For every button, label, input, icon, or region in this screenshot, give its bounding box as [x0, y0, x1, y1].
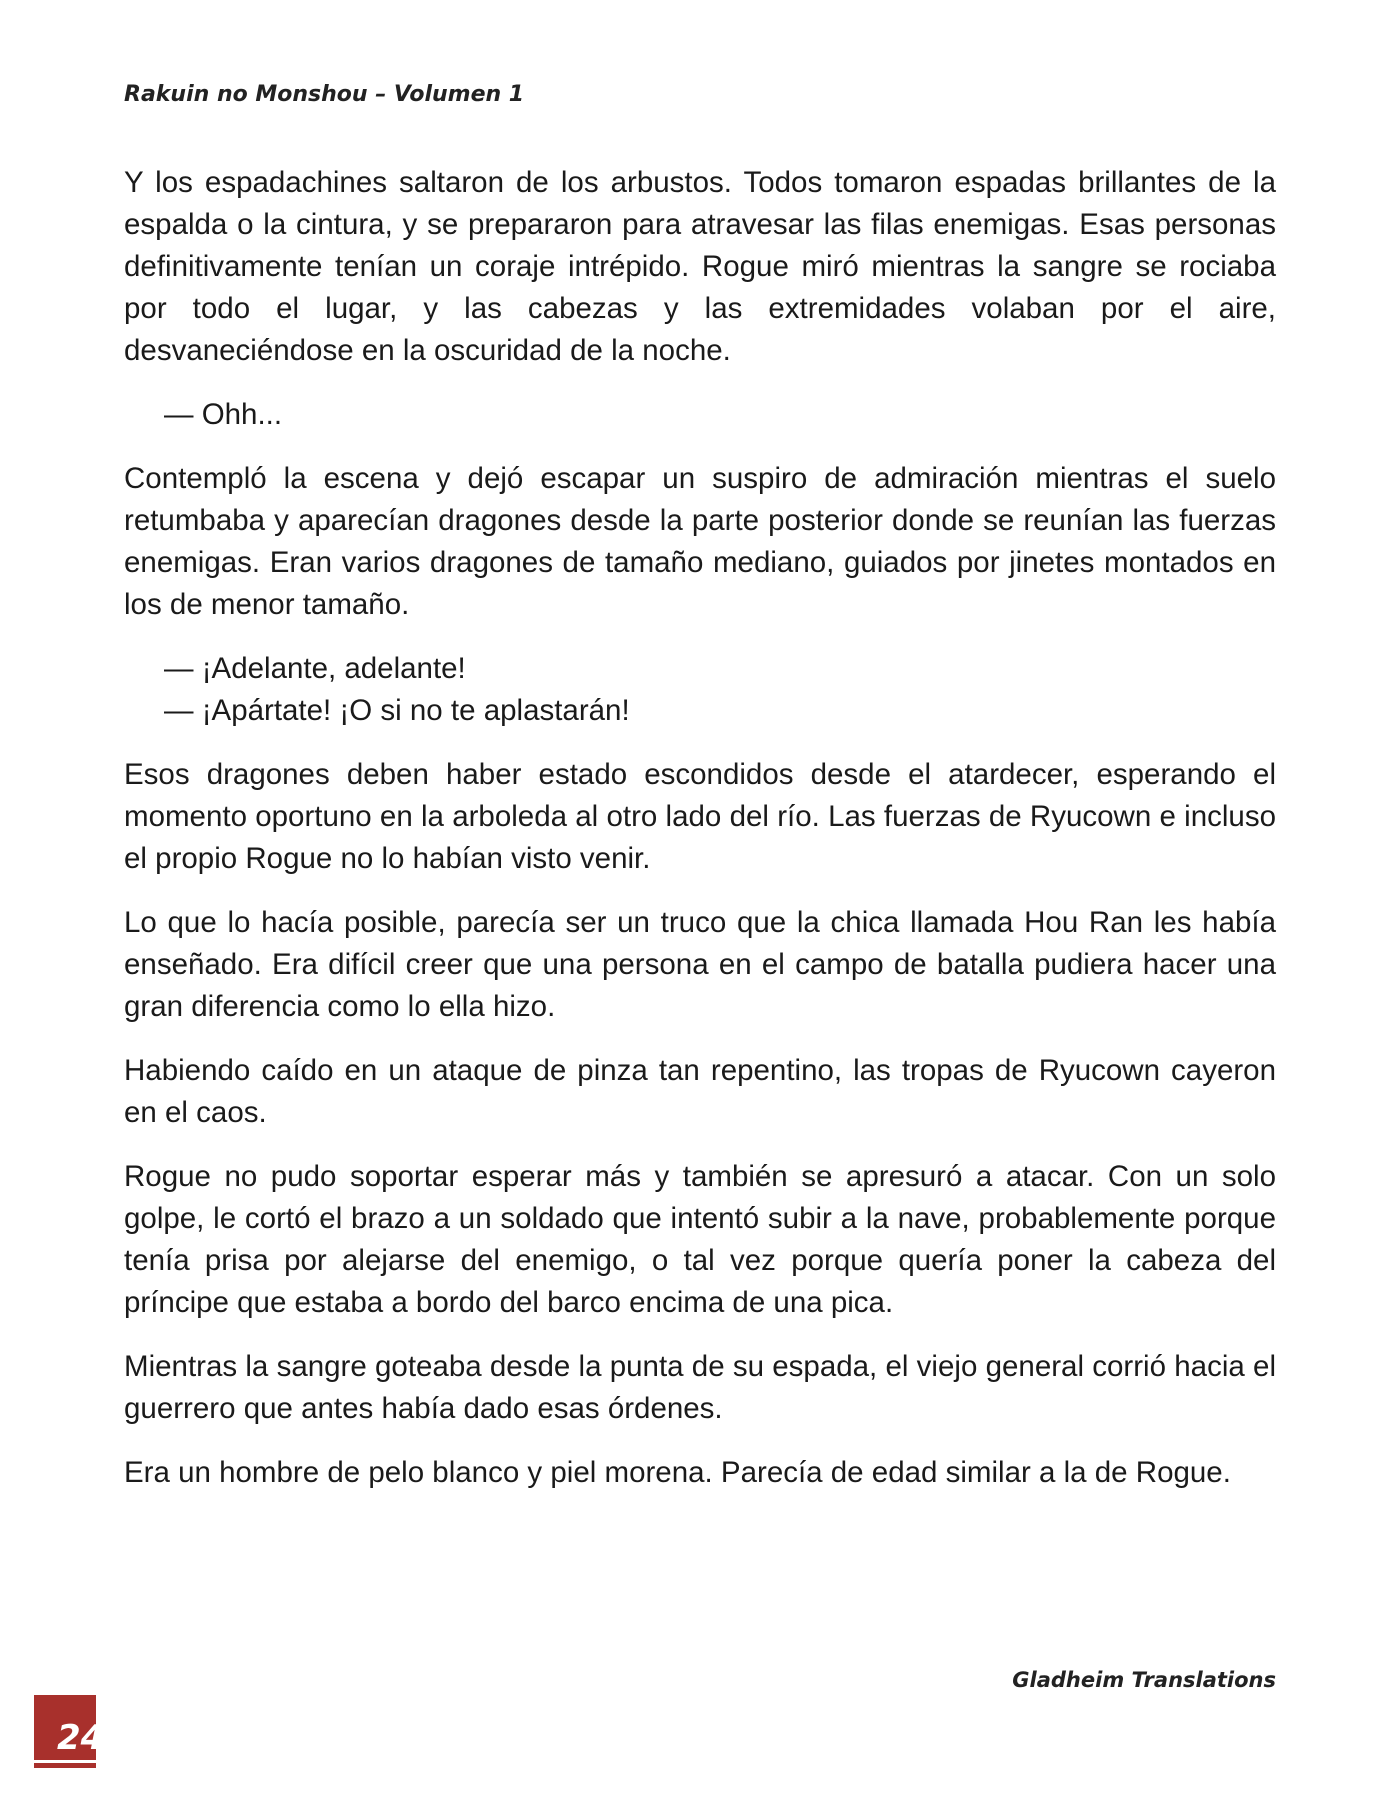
- paragraph-3: Esos dragones deben haber estado escondidos desde el atardecer, esperando el momento oportuno en la arboleda al otro lado del río. Las fuerzas de Ryucown e incluso el propio Rogue no lo habían visto venir.: [124, 758, 1276, 875]
- paragraph-6: Rogue no pudo soportar esperar más y también se apresuró a atacar. Con un solo golpe, le cortó el brazo a un soldado que intentó subir a la nave, probablemente porque tenía prisa por alejarse del enemigo, o tal vez porque quería poner la cabeza del príncipe que estaba a bordo del barco encima de una pica.: [124, 1160, 1276, 1319]
- paragraph-1: Y los espadachines saltaron de los arbustos. Todos tomaron espadas brillantes de la espalda o la cintura, y se prepararon para atravesar las filas enemigas. Esas personas definitivamente tenían un coraje intrépido. Rogue miró mientras la sangre se rociaba por todo el lugar, y las cabezas y las extremidades volaban por el aire, desvaneciéndose en la oscuridad de la noche.: [124, 166, 1276, 367]
- running-header: Rakuin no Monshou – Volumen 1: [124, 82, 525, 107]
- paragraph-7: Mientras la sangre goteaba desde la punta de su espada, el viejo general corrió hacia el guerrero que antes había dado esas órdenes.: [124, 1350, 1276, 1425]
- paragraph-5: Habiendo caído en un ataque de pinza tan repentino, las tropas de Ryucown cayeron en el caos.: [124, 1054, 1276, 1129]
- dialog-group: [124, 648, 1276, 732]
- paragraph-4: Lo que lo hacía posible, parecía ser un truco que la chica llamada Hou Ran les había enseñado. Era difícil creer que una persona en el campo de batalla pudiera hacer una gran diferencia como lo ella hizo.: [124, 906, 1276, 1023]
- paragraph-8: Era un hombre de pelo blanco y piel morena. Parecía de edad similar a la de Rogue.: [124, 1456, 1231, 1489]
- page-number-underline: [34, 1760, 96, 1763]
- dialog-line-1: — Ohh...: [164, 398, 283, 431]
- translator-credit: Gladheim Translations: [1012, 1668, 1276, 1692]
- paragraph-2: Contempló la escena y dejó escapar un suspiro de admiración mientras el suelo retumbaba y aparecían dragones desde la parte posterior donde se reunían las fuerzas enemigas. Eran varios dragones de tamaño mediano, guiados por jinetes montados en los de menor tamaño.: [124, 462, 1276, 621]
- page-body: [124, 162, 1276, 1516]
- dialog-line-2: — ¡Adelante, adelante!: [164, 652, 466, 685]
- dialog-line-3: — ¡Apártate! ¡O si no te aplastarán!: [164, 694, 630, 727]
- page-number: 24: [57, 1718, 105, 1758]
